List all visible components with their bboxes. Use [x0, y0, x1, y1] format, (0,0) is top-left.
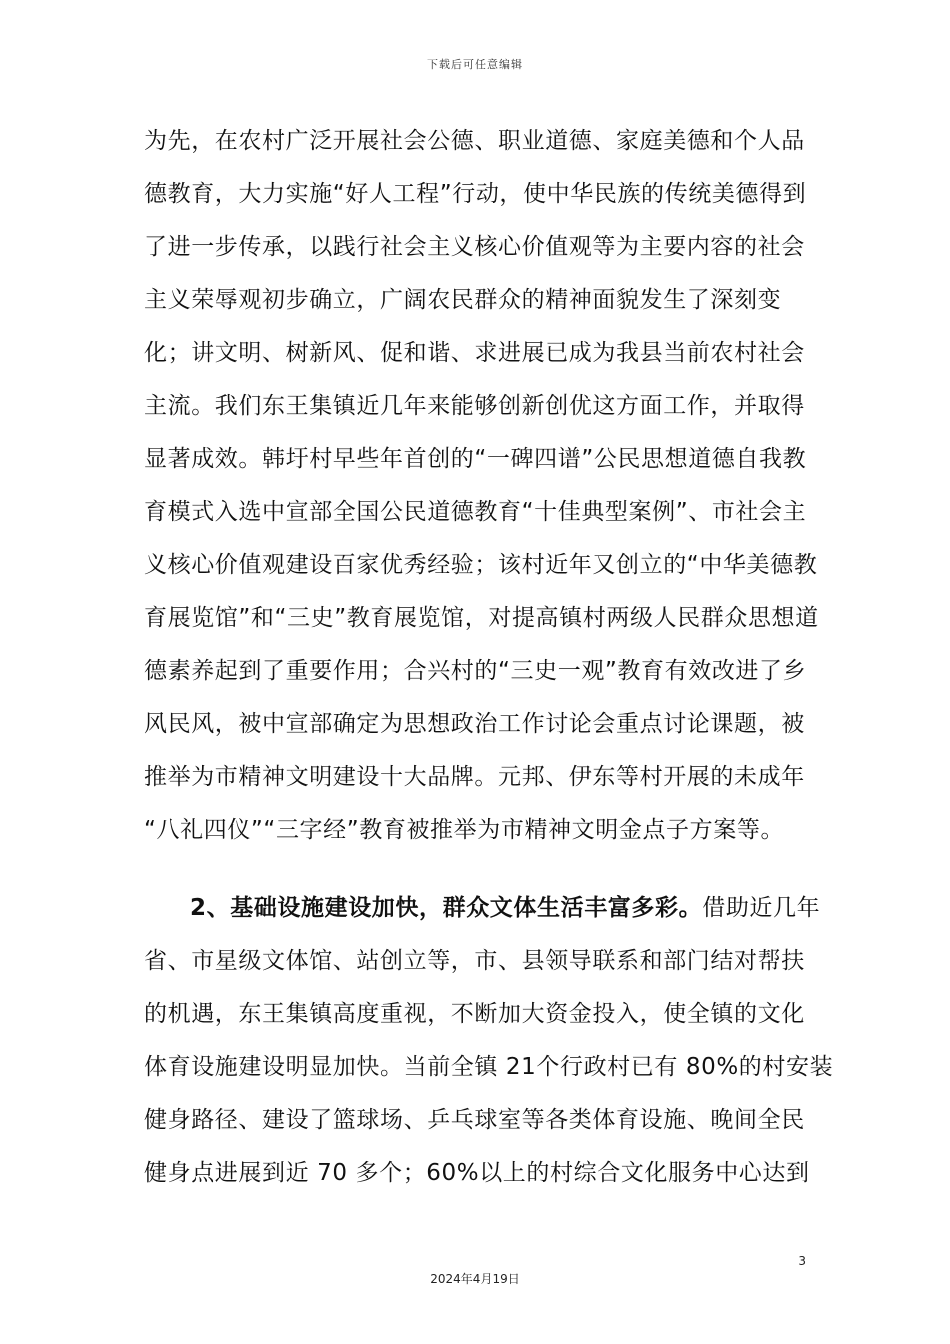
page-number: 3 — [798, 1254, 806, 1268]
text-line: 为先，在农村广泛开展社会公德、职业道德、家庭美德和个人品 — [144, 128, 805, 154]
text-line: 义核心价值观建设百家优秀经验；该村近年又创立的“中华美德教 — [144, 552, 818, 578]
text-line: 体育设施建设明显加快。当前全镇 21个行政村已有 80%的村安装 — [144, 1054, 834, 1080]
text-line: “八礼四仪”“三字经”教育被推举为市精神文明金点子方案等。 — [144, 817, 785, 843]
text-line: 的机遇，东王集镇高度重视，不断加大资金投入，使全镇的文化 — [144, 1001, 805, 1027]
text-line: 了进一步传承，以践行社会主义核心价值观等为主要内容的社会 — [144, 234, 805, 260]
text-line: 育展览馆”和“三史”教育展览馆，对提高镇村两级人民群众思想道 — [144, 605, 819, 631]
text-line: 化；讲文明、树新风、促和谐、求进展已成为我县当前农村社会 — [144, 340, 805, 366]
section-heading-line — [144, 882, 821, 935]
text-line: 省、市星级文体馆、站创立等，市、县领导联系和部门结对帮扶 — [144, 948, 805, 974]
text-line: 风民风，被中宣部确定为思想政治工作讨论会重点讨论课题，被 — [144, 711, 805, 737]
text-line: 显著成效。韩圩村早些年首创的“一碑四谱”公民思想道德自我教 — [144, 446, 807, 472]
page-header: 下载后可任意编辑 — [427, 58, 523, 71]
section-heading-rest: 借助近几年 — [702, 895, 821, 921]
text-line: 主义荣辱观初步确立，广阔农民群众的精神面貌发生了深刻变 — [144, 287, 782, 313]
footer-date: 2024年4月19日 — [430, 1272, 520, 1286]
paragraph-gap — [144, 857, 806, 882]
text-line: 推举为市精神文明建设十大品牌。元邦、伊东等村开展的未成年 — [144, 764, 805, 790]
text-line: 德教育，大力实施“好人工程”行动，使中华民族的传统美德得到 — [144, 181, 807, 207]
text-line: 健身点进展到近 70 多个；60%以上的村综合文化服务中心达到 — [144, 1160, 810, 1186]
text-line: 德素养起到了重要作用；合兴村的“三史一观”教育有效改进了乡 — [144, 658, 807, 684]
text-line: 健身路径、建设了篮球场、乒乓球室等各类体育设施、晚间全民 — [144, 1107, 805, 1133]
document-body — [144, 115, 834, 1200]
section-heading: 2、基础设施建设加快，群众文体生活丰富多彩。 — [190, 895, 703, 921]
text-line: 主流。我们东王集镇近几年来能够创新创优这方面工作，并取得 — [144, 393, 805, 419]
text-line: 育模式入选中宣部全国公民道德教育“十佳典型案例”、市社会主 — [144, 499, 807, 525]
